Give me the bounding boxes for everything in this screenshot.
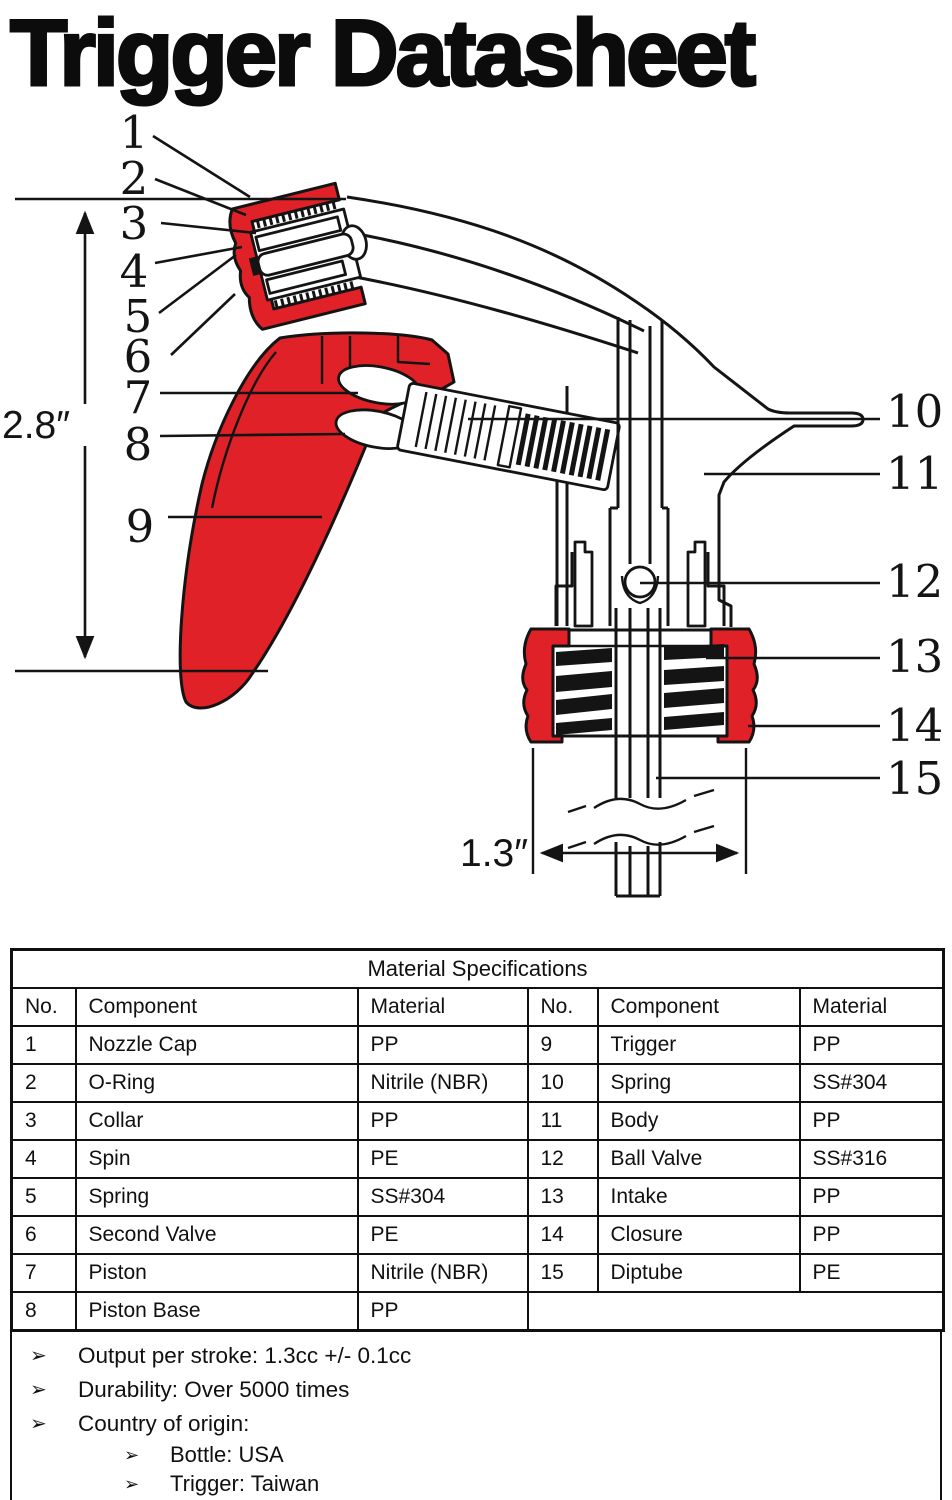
table-cell: 4 [12, 1140, 76, 1178]
arrow-bullet-icon: ➢ [124, 1473, 140, 1494]
notes-box [10, 1330, 942, 1500]
table-cell: Diptube [598, 1254, 800, 1292]
width-dim-label: 1.3″ [460, 831, 529, 875]
cap-threads [556, 644, 724, 735]
table-cell-empty [528, 1292, 944, 1331]
nozzle-assembly [223, 179, 381, 331]
header-material-left: Material [358, 988, 528, 1026]
header-no-left: No. [12, 988, 76, 1026]
table-cell: Spin [76, 1140, 358, 1178]
callout-label-8: 8 [123, 417, 153, 471]
page-title: Trigger Datasheet [10, 0, 754, 105]
callout-label-5: 5 [123, 289, 153, 343]
table-cell: Nitrile (NBR) [358, 1254, 528, 1292]
callout-label-13: 13 [886, 629, 944, 683]
table-cell: Spring [76, 1178, 358, 1216]
table-cell: 13 [528, 1178, 598, 1216]
callout-label-12: 12 [886, 554, 944, 608]
table-cell: Ball Valve [598, 1140, 800, 1178]
arrow-bullet-icon: ➢ [124, 1444, 140, 1465]
callout-label-14: 14 [886, 698, 944, 752]
note-country-of-origin [12, 1407, 940, 1441]
note-trigger-origin [12, 1470, 940, 1499]
trigger-sprayer-diagram [0, 104, 952, 942]
table-row [12, 1102, 944, 1140]
closure-cap [523, 629, 758, 742]
table-header-row [12, 988, 944, 1026]
callout-label-7: 7 [123, 370, 153, 424]
table-cell: PE [800, 1254, 944, 1292]
table-cell: PP [358, 1292, 528, 1331]
table-cell: Trigger [598, 1026, 800, 1064]
table-cell: Intake [598, 1178, 800, 1216]
table-title-row [12, 949, 944, 988]
table-cell: PE [358, 1216, 528, 1254]
table-row [12, 1026, 944, 1064]
note-output-per-stroke [12, 1339, 940, 1373]
header-component-right: Component [598, 988, 800, 1026]
material-spec-table [10, 948, 945, 1332]
table-row [12, 1064, 944, 1102]
table-cell: PP [800, 1178, 944, 1216]
table-cell: Closure [598, 1216, 800, 1254]
table-cell: Piston Base [76, 1292, 358, 1331]
arrow-bullet-icon: ➢ [30, 1378, 47, 1401]
table-cell: 6 [12, 1216, 76, 1254]
table-cell: 11 [528, 1102, 598, 1140]
table-cell: 5 [12, 1178, 76, 1216]
table-cell: PP [358, 1102, 528, 1140]
table-cell: O-Ring [76, 1064, 358, 1102]
table-cell: Second Valve [76, 1216, 358, 1254]
callout-label-9: 9 [125, 499, 155, 553]
table-row [12, 1216, 944, 1254]
height-dim-label: 2.8″ [2, 403, 71, 447]
table-cell: SS#316 [800, 1140, 944, 1178]
note-bottle-origin [12, 1441, 940, 1470]
header-no-right: No. [528, 988, 598, 1026]
callout-label-15: 15 [886, 751, 944, 805]
table-row [12, 1292, 944, 1331]
table-row [12, 1178, 944, 1216]
header-component-left: Component [76, 988, 358, 1026]
table-cell: PP [800, 1216, 944, 1254]
table-cell: 1 [12, 1026, 76, 1064]
arrow-bullet-icon: ➢ [30, 1344, 47, 1367]
note-text: Output per stroke: 1.3cc +/- 0.1cc [78, 1342, 412, 1368]
table-cell: 12 [528, 1140, 598, 1178]
table-cell: Collar [76, 1102, 358, 1140]
table-cell: 10 [528, 1064, 598, 1102]
table-cell: 14 [528, 1216, 598, 1254]
callout-label-1: 1 [119, 105, 149, 159]
callout-label-11: 11 [886, 446, 944, 500]
table-cell: 8 [12, 1292, 76, 1331]
piston-spring-assembly [327, 359, 622, 492]
table-cell: PP [800, 1102, 944, 1140]
callout-label-2: 2 [119, 151, 149, 205]
note-text: Bottle: USA [170, 1441, 284, 1467]
callout-label-4: 4 [119, 244, 149, 298]
table-cell: Nitrile (NBR) [358, 1064, 528, 1102]
table-cell: 9 [528, 1026, 598, 1064]
table-row [12, 1254, 944, 1292]
table-cell: PE [358, 1140, 528, 1178]
table-cell: 2 [12, 1064, 76, 1102]
table-cell: 15 [528, 1254, 598, 1292]
table-cell: SS#304 [358, 1178, 528, 1216]
table-cell: Body [598, 1102, 800, 1140]
table-cell: 7 [12, 1254, 76, 1292]
note-text: Trigger: Taiwan [170, 1470, 320, 1496]
note-text: Country of origin: [78, 1410, 250, 1436]
arrow-bullet-icon: ➢ [30, 1412, 47, 1435]
callout-label-3: 3 [119, 196, 149, 250]
table-cell: PP [800, 1026, 944, 1064]
table-cell: PP [358, 1026, 528, 1064]
table-title: Material Specifications [12, 949, 944, 988]
table-cell: Spring [598, 1064, 800, 1102]
table-cell: SS#304 [800, 1064, 944, 1102]
header-material-right: Material [800, 988, 944, 1026]
callout-label-10: 10 [886, 384, 944, 438]
dimension-width [460, 748, 746, 875]
table-cell: Nozzle Cap [76, 1026, 358, 1064]
callout-label-6: 6 [123, 329, 153, 383]
table-cell: 3 [12, 1102, 76, 1140]
table-row [12, 1140, 944, 1178]
intake-post-left [575, 542, 592, 626]
note-text: Durability: Over 5000 times [78, 1376, 350, 1402]
table-cell: Piston [76, 1254, 358, 1292]
note-durability [12, 1373, 940, 1407]
